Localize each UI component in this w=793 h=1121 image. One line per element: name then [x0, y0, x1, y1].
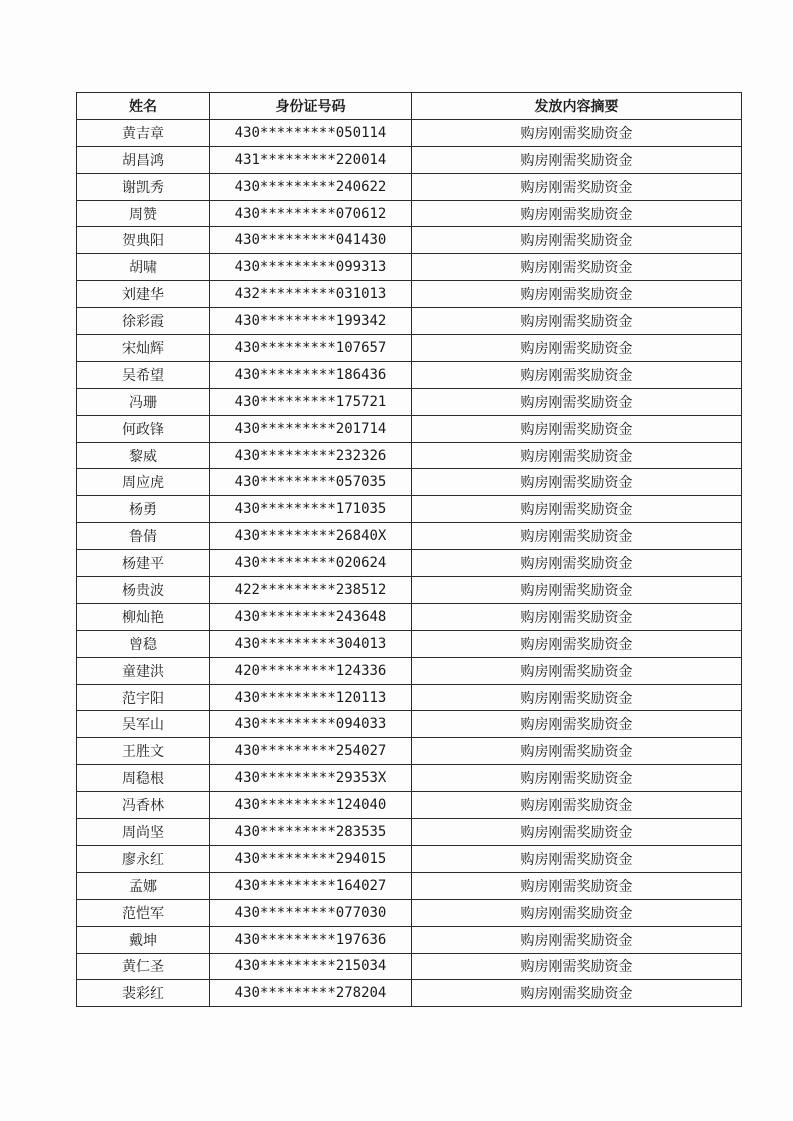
table-row: [77, 792, 742, 819]
cell-name: 冯珊: [77, 388, 210, 415]
cell-name: 吴希望: [77, 361, 210, 388]
table-row: [77, 173, 742, 200]
table-row: [77, 577, 742, 604]
cell-id-number: 430*********240622: [210, 173, 412, 200]
cell-description: 购房刚需奖励资金: [412, 577, 742, 604]
table-row: [77, 684, 742, 711]
cell-id-number: 430*********294015: [210, 845, 412, 872]
table-row: [77, 630, 742, 657]
cell-name: 吴军山: [77, 711, 210, 738]
cell-name: 周赞: [77, 200, 210, 227]
cell-description: 购房刚需奖励资金: [412, 953, 742, 980]
table-row: [77, 980, 742, 1007]
table-row: [77, 550, 742, 577]
cell-description: 购房刚需奖励资金: [412, 926, 742, 953]
table-row: [77, 738, 742, 765]
cell-id-number: 430*********201714: [210, 415, 412, 442]
cell-name: 何政锋: [77, 415, 210, 442]
cell-name: 柳灿艳: [77, 603, 210, 630]
cell-description: 购房刚需奖励资金: [412, 469, 742, 496]
cell-description: 购房刚需奖励资金: [412, 550, 742, 577]
cell-id-number: 430*********171035: [210, 496, 412, 523]
cell-id-number: 430*********29353X: [210, 765, 412, 792]
cell-id-number: 430*********107657: [210, 335, 412, 362]
table-row: [77, 442, 742, 469]
cell-name: 黄吉章: [77, 119, 210, 146]
table-row: [77, 899, 742, 926]
cell-description: 购房刚需奖励资金: [412, 308, 742, 335]
cell-id-number: 430*********041430: [210, 227, 412, 254]
cell-name: 宋灿辉: [77, 335, 210, 362]
cell-name: 贺典阳: [77, 227, 210, 254]
table-row: [77, 200, 742, 227]
cell-name: 曾稳: [77, 630, 210, 657]
cell-description: 购房刚需奖励资金: [412, 684, 742, 711]
cell-name: 刘建华: [77, 281, 210, 308]
cell-id-number: 430*********094033: [210, 711, 412, 738]
table-row: [77, 523, 742, 550]
cell-description: 购房刚需奖励资金: [412, 415, 742, 442]
cell-name: 孟娜: [77, 872, 210, 899]
cell-name: 谢凯秀: [77, 173, 210, 200]
table-row: [77, 146, 742, 173]
table-row: [77, 119, 742, 146]
table-header-row: [77, 93, 742, 120]
cell-name: 杨贵波: [77, 577, 210, 604]
cell-description: 购房刚需奖励资金: [412, 845, 742, 872]
cell-id-number: 422*********238512: [210, 577, 412, 604]
cell-id-number: 430*********070612: [210, 200, 412, 227]
table-row: [77, 926, 742, 953]
header-description: 发放内容摘要: [412, 93, 742, 120]
cell-id-number: 430*********175721: [210, 388, 412, 415]
table-row: [77, 281, 742, 308]
cell-description: 购房刚需奖励资金: [412, 442, 742, 469]
table-row: [77, 819, 742, 846]
cell-id-number: 430*********283535: [210, 819, 412, 846]
cell-description: 购房刚需奖励资金: [412, 227, 742, 254]
cell-description: 购房刚需奖励资金: [412, 146, 742, 173]
cell-name: 范恺军: [77, 899, 210, 926]
table-row: [77, 254, 742, 281]
cell-description: 购房刚需奖励资金: [412, 281, 742, 308]
table-row: [77, 227, 742, 254]
table-row: [77, 308, 742, 335]
cell-id-number: 430*********232326: [210, 442, 412, 469]
cell-description: 购房刚需奖励资金: [412, 388, 742, 415]
cell-description: 购房刚需奖励资金: [412, 980, 742, 1007]
cell-description: 购房刚需奖励资金: [412, 335, 742, 362]
table-row: [77, 711, 742, 738]
cell-name: 鲁倩: [77, 523, 210, 550]
table-row: [77, 845, 742, 872]
cell-description: 购房刚需奖励资金: [412, 496, 742, 523]
cell-name: 黎威: [77, 442, 210, 469]
cell-description: 购房刚需奖励资金: [412, 872, 742, 899]
cell-name: 胡昌鸿: [77, 146, 210, 173]
cell-description: 购房刚需奖励资金: [412, 765, 742, 792]
cell-description: 购房刚需奖励资金: [412, 657, 742, 684]
cell-description: 购房刚需奖励资金: [412, 254, 742, 281]
table-row: [77, 603, 742, 630]
cell-id-number: 432*********031013: [210, 281, 412, 308]
cell-id-number: 430*********186436: [210, 361, 412, 388]
cell-description: 购房刚需奖励资金: [412, 523, 742, 550]
cell-id-number: 430*********050114: [210, 119, 412, 146]
cell-name: 杨勇: [77, 496, 210, 523]
cell-name: 童建洪: [77, 657, 210, 684]
cell-id-number: 430*********26840X: [210, 523, 412, 550]
cell-id-number: 430*********197636: [210, 926, 412, 953]
cell-name: 范宇阳: [77, 684, 210, 711]
cell-name: 黄仁圣: [77, 953, 210, 980]
table-row: [77, 953, 742, 980]
cell-id-number: 430*********020624: [210, 550, 412, 577]
cell-id-number: 430*********304013: [210, 630, 412, 657]
cell-id-number: 430*********120113: [210, 684, 412, 711]
cell-id-number: 430*********199342: [210, 308, 412, 335]
cell-id-number: 430*********124040: [210, 792, 412, 819]
cell-description: 购房刚需奖励资金: [412, 630, 742, 657]
table-row: [77, 872, 742, 899]
cell-name: 胡啸: [77, 254, 210, 281]
cell-id-number: 430*********099313: [210, 254, 412, 281]
cell-id-number: 430*********254027: [210, 738, 412, 765]
cell-name: 周稳根: [77, 765, 210, 792]
cell-description: 购房刚需奖励资金: [412, 711, 742, 738]
cell-id-number: 430*********164027: [210, 872, 412, 899]
cell-description: 购房刚需奖励资金: [412, 792, 742, 819]
cell-id-number: 430*********215034: [210, 953, 412, 980]
cell-name: 周尚坚: [77, 819, 210, 846]
table-body: [77, 119, 742, 1006]
cell-description: 购房刚需奖励资金: [412, 119, 742, 146]
cell-id-number: 430*********077030: [210, 899, 412, 926]
cell-id-number: 430*********057035: [210, 469, 412, 496]
cell-id-number: 420*********124336: [210, 657, 412, 684]
cell-name: 徐彩霞: [77, 308, 210, 335]
cell-id-number: 431*********220014: [210, 146, 412, 173]
cell-name: 戴坤: [77, 926, 210, 953]
table-row: [77, 657, 742, 684]
cell-name: 裴彩红: [77, 980, 210, 1007]
cell-name: 王胜文: [77, 738, 210, 765]
cell-description: 购房刚需奖励资金: [412, 200, 742, 227]
table-row: [77, 361, 742, 388]
cell-description: 购房刚需奖励资金: [412, 603, 742, 630]
recipient-table: [76, 92, 742, 1007]
cell-description: 购房刚需奖励资金: [412, 173, 742, 200]
header-id-number: 身份证号码: [210, 93, 412, 120]
table-row: [77, 415, 742, 442]
cell-name: 杨建平: [77, 550, 210, 577]
cell-description: 购房刚需奖励资金: [412, 819, 742, 846]
table-row: [77, 469, 742, 496]
cell-id-number: 430*********278204: [210, 980, 412, 1007]
cell-description: 购房刚需奖励资金: [412, 361, 742, 388]
cell-name: 冯香林: [77, 792, 210, 819]
header-name: 姓名: [77, 93, 210, 120]
table-row: [77, 496, 742, 523]
cell-name: 廖永红: [77, 845, 210, 872]
cell-id-number: 430*********243648: [210, 603, 412, 630]
table-row: [77, 765, 742, 792]
table-row: [77, 335, 742, 362]
cell-description: 购房刚需奖励资金: [412, 899, 742, 926]
cell-name: 周应虎: [77, 469, 210, 496]
cell-description: 购房刚需奖励资金: [412, 738, 742, 765]
table-row: [77, 388, 742, 415]
